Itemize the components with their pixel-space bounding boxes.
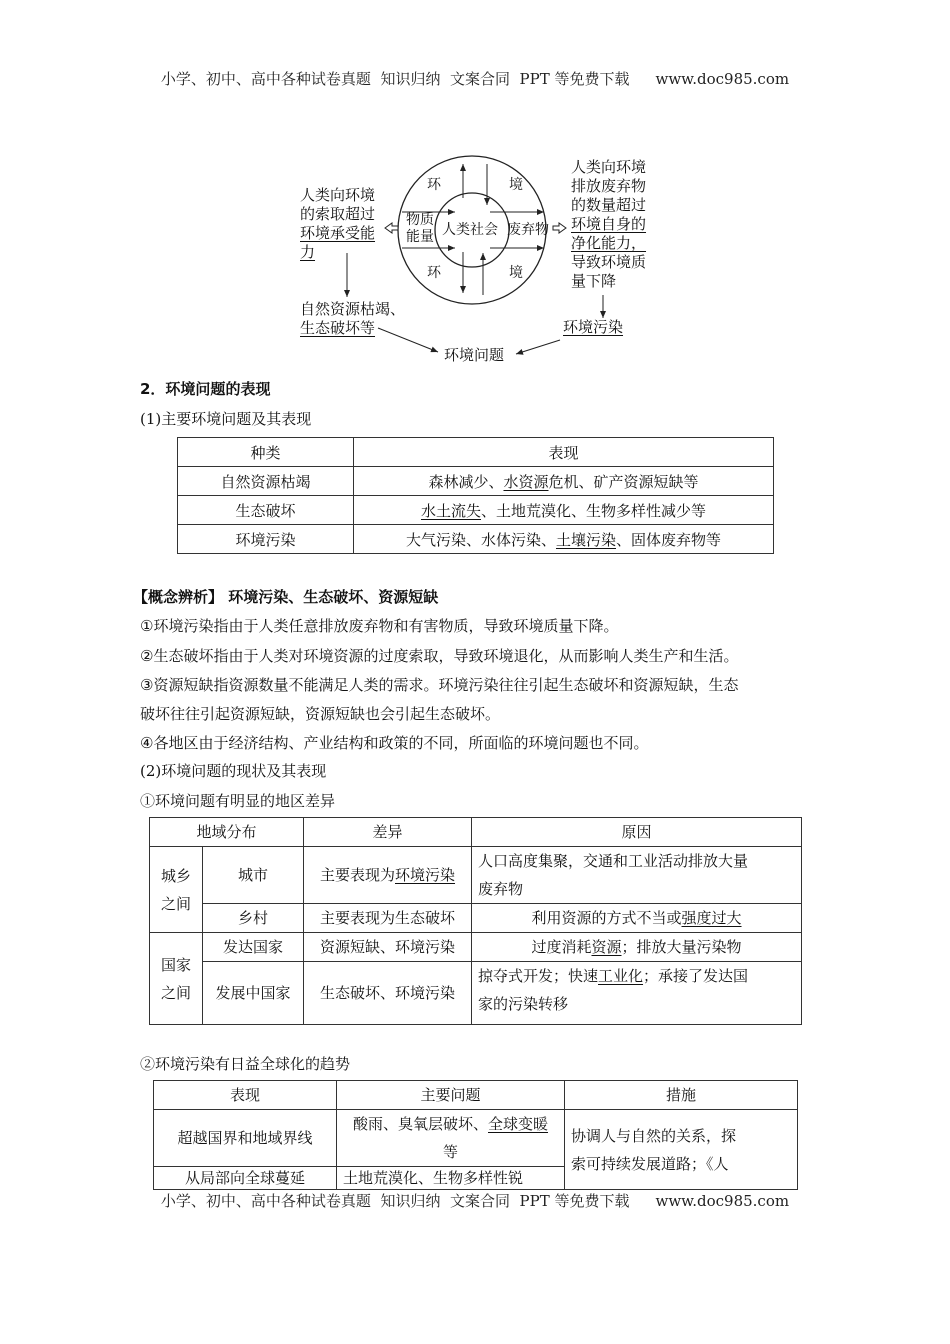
footer-text: 小学、初中、高中各种试卷真题 知识归纳 文案合同 PPT 等免费下载 bbox=[160, 1192, 630, 1210]
page-header bbox=[0, 68, 950, 89]
concept-title: 【概念辨析】 环境污染、生态破坏、资源短缺 bbox=[133, 588, 439, 606]
table-row bbox=[150, 962, 802, 1025]
underlined-term: 资源 bbox=[591, 938, 622, 956]
right-line: 排放废弃物 bbox=[571, 177, 647, 195]
cell bbox=[337, 1110, 565, 1167]
environment-problems-table bbox=[177, 437, 774, 554]
text: 等 bbox=[442, 1143, 458, 1161]
left-result-line: 自然资源枯竭、 bbox=[300, 300, 406, 318]
underlined-term: 环境污染 bbox=[395, 866, 456, 884]
ring-label: 境 bbox=[509, 177, 523, 193]
inflow-label bbox=[406, 212, 434, 246]
concept-item: ②生态破坏指由于人类对环境资源的过度索取，导致环境退化，从而影响人类生产和生活。 bbox=[140, 647, 739, 665]
right-result-text: 环境污染 bbox=[563, 318, 624, 336]
text: ；承接了发达国 bbox=[643, 967, 749, 985]
subsection-2-2-title: ②环境污染有日益全球化的趋势 bbox=[140, 1055, 351, 1073]
cell: 森林减少、水资源危机、矿产资源短缺等 bbox=[354, 467, 774, 496]
header-text: 小学、初中、高中各种试卷真题 知识归纳 文案合同 PPT 等免费下载 bbox=[160, 70, 630, 88]
text: 索可持续发展道路；《人 bbox=[571, 1154, 729, 1173]
text: 主要表现为 bbox=[319, 866, 395, 884]
globalization-table bbox=[153, 1080, 798, 1190]
cell: 发达国家 bbox=[203, 933, 304, 962]
underlined-term: 工业化 bbox=[598, 967, 644, 985]
concept-item: ③资源短缺指资源数量不能满足人类的需求。环境污染往往引起生态破坏和资源短缺，生态 bbox=[140, 676, 739, 694]
cell: 资源短缺、环境污染 bbox=[304, 933, 472, 962]
inflow-line: 物质 bbox=[406, 212, 434, 228]
right-line: 人类向环境 bbox=[571, 158, 647, 176]
outflow-label: 废弃物 bbox=[507, 222, 549, 238]
table-row bbox=[150, 933, 802, 962]
text: 家的污染转移 bbox=[478, 995, 569, 1013]
text: 废弃物 bbox=[478, 880, 524, 898]
text: 酸雨、臭氧层破坏、 bbox=[352, 1115, 488, 1133]
left-line: 人类向环境 bbox=[300, 186, 376, 204]
left-result-text bbox=[300, 300, 405, 338]
text: 掠夺式开发；快速 bbox=[478, 967, 599, 985]
col-header: 表现 bbox=[354, 438, 774, 467]
table-row bbox=[178, 496, 774, 525]
underlined-term: 水土流失 bbox=[420, 501, 481, 520]
section-title: 2．环境问题的表现 bbox=[140, 380, 271, 398]
environment-problem-diagram bbox=[290, 150, 670, 370]
text: 利用资源的方式不当或 bbox=[531, 909, 682, 927]
text: 过度消耗 bbox=[531, 938, 592, 956]
cell: 乡村 bbox=[203, 904, 304, 933]
concept-item: ④各地区由于经济结构、产业结构和政策的不同，所面临的环境问题也不同。 bbox=[140, 734, 649, 752]
cell bbox=[472, 933, 802, 962]
cell: 环境污染 bbox=[178, 525, 354, 554]
text: ；排放大量污染物 bbox=[621, 938, 742, 956]
cell: 生态破坏、环境污染 bbox=[304, 962, 472, 1025]
cell bbox=[472, 962, 802, 1025]
right-line: 的数量超过 bbox=[571, 196, 647, 214]
col-header: 主要问题 bbox=[337, 1081, 565, 1110]
cell: 生态破坏 bbox=[178, 496, 354, 525]
cell: 大气污染、水体污染、土壤污染、固体废弃物等 bbox=[354, 525, 774, 554]
ring-label: 环 bbox=[427, 177, 441, 193]
cell: 超越国界和地域界线 bbox=[154, 1110, 337, 1167]
right-line: 导致环境质 bbox=[571, 253, 647, 271]
cell: 土地荒漠化、生物多样性锐 bbox=[337, 1167, 565, 1190]
right-line: 净化能力， bbox=[571, 234, 647, 252]
underlined-term: 水资源 bbox=[503, 472, 549, 491]
cell: 城市 bbox=[203, 847, 304, 904]
col-header: 地域分布 bbox=[150, 818, 304, 847]
underlined-term: 全球变暖 bbox=[488, 1115, 549, 1133]
regional-difference-table bbox=[149, 817, 802, 1025]
concept-item: 破坏往往引起资源短缺，资源短缺也会引起生态破坏。 bbox=[140, 705, 501, 723]
right-line: 量下降 bbox=[571, 272, 617, 290]
table-row bbox=[178, 525, 774, 554]
cell bbox=[472, 847, 802, 904]
cell bbox=[472, 904, 802, 933]
right-line: 环境自身的 bbox=[571, 215, 647, 233]
left-result-line: 生态破坏等 bbox=[300, 319, 376, 337]
col-header: 种类 bbox=[178, 438, 354, 467]
concept-item: ①环境污染指由于人类任意排放废弃物和有害物质，导致环境质量下降。 bbox=[140, 617, 619, 635]
text: 协调人与自然的关系，探 bbox=[571, 1126, 737, 1145]
subsection-1-title: (1)主要环境问题及其表现 bbox=[140, 410, 312, 428]
center-label: 人类社会 bbox=[442, 222, 498, 238]
left-line: 的索取超过 bbox=[300, 205, 376, 223]
table-row bbox=[150, 847, 802, 904]
header-url[interactable]: www.doc985.com bbox=[655, 70, 790, 88]
group-cell: 国家之间 bbox=[150, 933, 203, 1025]
underlined-term: 强度过大 bbox=[681, 909, 742, 927]
subsection-2-title: (2)环境问题的现状及其表现 bbox=[140, 762, 327, 780]
col-header: 表现 bbox=[154, 1081, 337, 1110]
cell: 水土流失、土地荒漠化、生物多样性减少等 bbox=[354, 496, 774, 525]
table-row bbox=[154, 1110, 798, 1167]
left-cause-text bbox=[300, 186, 375, 262]
left-line: 力 bbox=[300, 243, 316, 261]
cell: 主要表现为生态破坏 bbox=[304, 904, 472, 933]
col-header: 措施 bbox=[565, 1081, 798, 1110]
cell: 发展中国家 bbox=[203, 962, 304, 1025]
cell bbox=[304, 847, 472, 904]
ring-label: 境 bbox=[509, 265, 523, 281]
measure-cell bbox=[565, 1110, 798, 1190]
cell: 自然资源枯竭 bbox=[178, 467, 354, 496]
subsection-2-1-title: ①环境问题有明显的地区差异 bbox=[140, 792, 336, 810]
text: 人口高度集聚，交通和工业活动排放大量 bbox=[478, 852, 749, 870]
underlined-term: 土壤污染 bbox=[555, 530, 616, 549]
inflow-line: 能量 bbox=[406, 229, 434, 245]
right-cause-text bbox=[571, 158, 646, 291]
table-row bbox=[150, 904, 802, 933]
cell: 从局部向全球蔓延 bbox=[154, 1167, 337, 1190]
bottom-label: 环境问题 bbox=[444, 346, 505, 364]
left-line: 环境承受能 bbox=[300, 224, 376, 242]
ring-label: 环 bbox=[427, 265, 441, 281]
footer-url[interactable]: www.doc985.com bbox=[655, 1192, 790, 1210]
page-footer bbox=[0, 1190, 950, 1211]
col-header: 原因 bbox=[472, 818, 802, 847]
table-row bbox=[178, 467, 774, 496]
group-cell: 城乡之间 bbox=[150, 847, 203, 933]
col-header: 差异 bbox=[304, 818, 472, 847]
